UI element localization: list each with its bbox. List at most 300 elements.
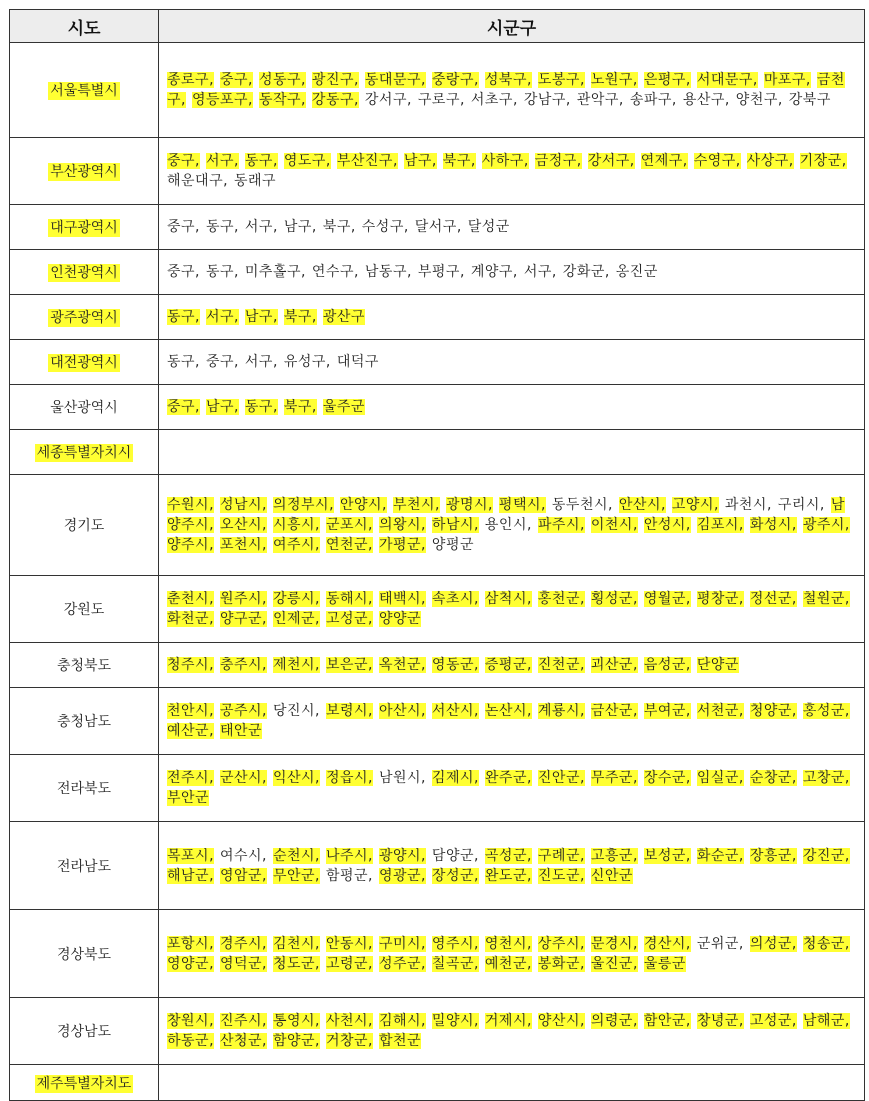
- sigungu-item: 삼척시,: [484, 591, 532, 607]
- table-row: [10, 643, 865, 688]
- sigungu-item: 안동시,: [325, 935, 373, 952]
- sigungu-item: 군산시,: [219, 770, 268, 786]
- sigungu-item: 평택시,: [498, 497, 546, 513]
- sigungu-item: 중구,: [167, 219, 200, 235]
- sigungu-item: 중랑구,: [431, 72, 479, 88]
- sigungu-item: 문경시,: [590, 935, 638, 952]
- sido-name: 부산광역시: [50, 164, 118, 180]
- sigungu-item: 논산시,: [484, 703, 532, 719]
- sigungu-item: 구로구,: [417, 92, 465, 108]
- sigungu-item: 유성구,: [283, 354, 331, 370]
- sigungu-item: 옹진군: [615, 264, 658, 280]
- sigungu-item: 군위군,: [696, 935, 744, 952]
- sigungu-item: 공주시,: [219, 703, 268, 719]
- sigungu-item: 중구,: [167, 153, 200, 169]
- sido-cell: [10, 910, 159, 998]
- sigungu-item: 음성군,: [643, 657, 691, 673]
- sigungu-item: 북구,: [442, 153, 476, 169]
- sigungu-item: 순창군,: [749, 770, 797, 786]
- table-row: [10, 43, 865, 138]
- table-row: [10, 205, 865, 250]
- sigungu-item: 과천시,: [724, 497, 772, 513]
- sigungu-item: 춘천시,: [167, 591, 215, 607]
- sigungu-item: 화순군,: [696, 847, 744, 864]
- sigungu-item: 금산군,: [590, 703, 638, 719]
- sigungu-item: 수영구,: [693, 153, 741, 169]
- table-row: [10, 998, 865, 1065]
- sigungu-item: 합천군: [378, 1033, 422, 1049]
- sigungu-item: 진주시,: [219, 1013, 268, 1029]
- sigungu-item: 청도군,: [272, 955, 320, 972]
- table-row: [10, 430, 865, 475]
- sigungu-item: 양양군: [378, 611, 422, 627]
- sigungu-item: 홍성군,: [802, 703, 850, 719]
- table-row: [10, 250, 865, 295]
- sigungu-item: 울릉군: [643, 955, 686, 972]
- sigungu-item: 부산진구,: [336, 153, 398, 169]
- sigungu-item: 태백시,: [378, 591, 426, 607]
- sigungu-item: 기장군,: [799, 153, 847, 169]
- sido-cell: [10, 138, 159, 205]
- sigungu-item: 금천구,: [167, 72, 845, 108]
- sigungu-item: 영동군,: [431, 657, 479, 673]
- sigungu-item: 의령군,: [590, 1013, 638, 1029]
- sido-cell: [10, 755, 159, 822]
- sigungu-item: 동래구: [234, 173, 277, 189]
- sigungu-item: 나주시,: [325, 847, 373, 864]
- sigungu-item: 안산시,: [618, 497, 666, 513]
- sigungu-item: 여주시,: [272, 537, 320, 553]
- sido-name: 울산광역시: [50, 400, 118, 416]
- sigungu-item: 동작구,: [258, 92, 306, 108]
- sigungu-item: 동대문구,: [364, 72, 426, 88]
- sido-name: 경기도: [63, 518, 105, 534]
- table-row: [10, 138, 865, 205]
- sigungu-item: 해남군,: [167, 867, 215, 884]
- sigungu-item: 고창군,: [802, 770, 850, 786]
- sigungu-item: 임실군,: [696, 770, 744, 786]
- sigungu-item: 중구,: [167, 264, 200, 280]
- sigungu-item: 고성군,: [325, 611, 373, 627]
- sigungu-item: 의정부시,: [272, 497, 335, 513]
- sido-name: 서울특별시: [50, 83, 118, 99]
- sigungu-item: 부여군,: [643, 703, 691, 719]
- sigungu-item: 군포시,: [325, 517, 373, 533]
- sigungu-item: 사상구,: [746, 153, 794, 169]
- sigungu-item: 미추홀구,: [244, 264, 306, 280]
- sigungu-item: 영도구,: [283, 153, 331, 169]
- sigungu-item: 강동구,: [311, 92, 359, 108]
- sigungu-item: 김제시,: [431, 770, 479, 786]
- sigungu-item: 강남구,: [523, 92, 571, 108]
- sigungu-item: 남동구,: [364, 264, 412, 280]
- sido-cell: [10, 998, 159, 1065]
- sigungu-item: 양구군,: [219, 611, 268, 627]
- sigungu-item: 광명시,: [445, 497, 493, 513]
- sigungu-item: 강서구,: [364, 92, 412, 108]
- sigungu-item: 금정구,: [534, 153, 582, 169]
- sigungu-item: 부천시,: [392, 497, 440, 513]
- table-row: [10, 755, 865, 822]
- sigungu-item: 서구,: [205, 153, 239, 169]
- sigungu-item: 하남시,: [431, 517, 479, 533]
- sigungu-item: 남구,: [205, 399, 239, 415]
- sido-cell: [10, 475, 159, 576]
- sigungu-item: 양천구,: [735, 92, 783, 108]
- sigungu-item: 북구,: [283, 309, 317, 325]
- sido-name: 대구광역시: [50, 220, 118, 236]
- sigungu-item: 용산구,: [682, 92, 730, 108]
- sigungu-item: 김포시,: [696, 517, 744, 533]
- sigungu-item: 화성시,: [749, 517, 797, 533]
- sigungu-item: 남원시,: [378, 770, 426, 786]
- sigungu-item: 완주군,: [484, 770, 532, 786]
- sigungu-item: 청송군,: [802, 935, 850, 952]
- sigungu-cell: [159, 1065, 865, 1101]
- sido-name: 전라남도: [56, 858, 112, 875]
- sigungu-item: 연수구,: [311, 264, 359, 280]
- sigungu-cell: [159, 688, 865, 755]
- sigungu-item: 양주시,: [167, 537, 215, 553]
- sido-cell: [10, 643, 159, 688]
- sigungu-item: 영광군,: [378, 867, 426, 884]
- sigungu-item: 순천시,: [272, 847, 320, 864]
- sigungu-item: 보은군,: [325, 657, 373, 673]
- sigungu-cell: [159, 910, 865, 998]
- sido-name: 대전광역시: [50, 355, 118, 371]
- sigungu-item: 영양군,: [167, 955, 215, 972]
- sigungu-item: 산청군,: [219, 1033, 268, 1049]
- sigungu-item: 가평군,: [378, 537, 426, 553]
- sigungu-item: 청양군,: [749, 703, 797, 719]
- table-row: [10, 688, 865, 755]
- sigungu-item: 증평군,: [484, 657, 532, 673]
- sido-cell: [10, 295, 159, 340]
- sigungu-item: 서천군,: [696, 703, 744, 719]
- sigungu-item: 거제시,: [484, 1013, 532, 1029]
- sigungu-cell: [159, 138, 865, 205]
- sido-name: 경상남도: [56, 1024, 112, 1040]
- sigungu-item: 옥천군,: [378, 657, 426, 673]
- sigungu-item: 서산시,: [431, 703, 479, 719]
- sigungu-item: 연천군,: [325, 537, 373, 553]
- sigungu-item: 성남시,: [219, 497, 268, 513]
- sigungu-item: 강진군,: [802, 847, 850, 864]
- sigungu-item: 담양군,: [431, 847, 479, 864]
- sigungu-item: 계양구,: [470, 264, 518, 280]
- header-sigungu: 시군구: [159, 10, 865, 43]
- sido-name: 충청남도: [56, 714, 112, 730]
- sigungu-item: 중구,: [205, 354, 239, 370]
- table-row: [10, 475, 865, 576]
- sigungu-item: 고흥군,: [590, 847, 638, 864]
- sigungu-item: 남구,: [283, 219, 317, 235]
- sigungu-item: 전주시,: [167, 770, 215, 786]
- sigungu-item: 영주시,: [431, 935, 479, 952]
- sigungu-cell: [159, 998, 865, 1065]
- sigungu-item: 무주군,: [590, 770, 638, 786]
- sido-name: 강원도: [63, 602, 105, 618]
- sigungu-item: 영월군,: [643, 591, 691, 607]
- sigungu-item: 남구,: [403, 153, 437, 169]
- sigungu-cell: [159, 475, 865, 576]
- sigungu-cell: [159, 340, 865, 385]
- sigungu-item: 동두천시,: [551, 497, 613, 513]
- sigungu-item: 하동군,: [167, 1033, 215, 1049]
- sigungu-item: 포항시,: [167, 935, 215, 952]
- region-table-container: [9, 9, 865, 1101]
- sigungu-item: 양평군: [431, 537, 474, 553]
- sigungu-item: 익산시,: [272, 770, 320, 786]
- sigungu-item: 고양시,: [671, 497, 719, 513]
- sigungu-item: 계룡시,: [537, 703, 585, 719]
- sigungu-item: 남구,: [244, 309, 278, 325]
- sido-name: 인천광역시: [50, 265, 118, 281]
- sigungu-item: 북구,: [322, 219, 356, 235]
- sigungu-item: 도봉구,: [537, 72, 585, 88]
- sigungu-item: 통영시,: [272, 1013, 320, 1029]
- header-sido: 시도: [10, 10, 159, 43]
- sigungu-item: 수성구,: [361, 219, 409, 235]
- sigungu-item: 장흥군,: [749, 847, 797, 864]
- sigungu-item: 의성군,: [749, 935, 797, 952]
- sigungu-item: 상주시,: [537, 935, 585, 952]
- sigungu-item: 아산시,: [378, 703, 426, 719]
- sigungu-item: 달성군: [467, 219, 510, 235]
- sigungu-item: 광진구,: [311, 72, 359, 88]
- sigungu-item: 동구,: [205, 264, 239, 280]
- sigungu-item: 김천시,: [272, 935, 320, 952]
- sigungu-item: 정선군,: [749, 591, 797, 607]
- sigungu-item: 울주군: [322, 399, 365, 415]
- sigungu-item: 연제구,: [640, 153, 688, 169]
- sigungu-item: 종로구,: [167, 72, 215, 88]
- sigungu-item: 화천군,: [167, 611, 215, 627]
- sigungu-item: 장성군,: [431, 867, 479, 884]
- sigungu-item: 의왕시,: [378, 517, 426, 533]
- sigungu-cell: [159, 755, 865, 822]
- sigungu-item: 성동구,: [258, 72, 306, 88]
- table-row: [10, 295, 865, 340]
- sigungu-item: 신안군: [590, 867, 633, 884]
- sigungu-item: 영암군,: [219, 867, 268, 884]
- table-row: [10, 385, 865, 430]
- sigungu-item: 북구,: [283, 399, 317, 415]
- sigungu-item: 은평구,: [643, 72, 691, 88]
- sigungu-item: 중구,: [219, 72, 253, 88]
- sigungu-item: 파주시,: [537, 517, 585, 533]
- sigungu-cell: [159, 205, 865, 250]
- sigungu-item: 성북구,: [484, 72, 532, 88]
- sigungu-item: 여수시,: [219, 847, 268, 864]
- sigungu-item: 횡성군,: [590, 591, 638, 607]
- sigungu-item: 정읍시,: [325, 770, 373, 786]
- table-row: [10, 576, 865, 643]
- sigungu-item: 안성시,: [643, 517, 691, 533]
- sigungu-item: 동구,: [205, 219, 239, 235]
- sigungu-item: 강릉시,: [272, 591, 320, 607]
- sigungu-item: 사하구,: [481, 153, 529, 169]
- sigungu-item: 함평군,: [325, 867, 373, 884]
- sigungu-cell: [159, 385, 865, 430]
- sigungu-item: 서구,: [244, 354, 278, 370]
- sido-cell: [10, 340, 159, 385]
- sigungu-item: 평창군,: [696, 591, 744, 607]
- sigungu-item: 영덕군,: [219, 955, 268, 972]
- sigungu-cell: [159, 576, 865, 643]
- sigungu-item: 강화군,: [562, 264, 610, 280]
- sigungu-item: 동해시,: [325, 591, 373, 607]
- sigungu-item: 구례군,: [537, 847, 585, 864]
- sigungu-item: 동구,: [244, 399, 278, 415]
- sigungu-item: 무안군,: [272, 867, 320, 884]
- sigungu-item: 서초구,: [470, 92, 518, 108]
- sigungu-item: 대덕구: [336, 354, 379, 370]
- sigungu-item: 강서구,: [587, 153, 635, 169]
- sigungu-item: 경산시,: [643, 935, 691, 952]
- sido-cell: [10, 205, 159, 250]
- sido-cell: [10, 576, 159, 643]
- sigungu-item: 진도군,: [537, 867, 585, 884]
- sido-name: 광주광역시: [50, 310, 118, 326]
- sigungu-item: 예천군,: [484, 955, 532, 972]
- sigungu-item: 목포시,: [167, 847, 215, 864]
- sido-cell: [10, 688, 159, 755]
- sigungu-item: 서구,: [205, 309, 239, 325]
- sigungu-cell: [159, 43, 865, 138]
- sigungu-cell: [159, 822, 865, 910]
- sigungu-item: 홍천군,: [537, 591, 585, 607]
- sigungu-item: 원주시,: [219, 591, 268, 607]
- sido-cell: [10, 430, 159, 475]
- table-body: [10, 43, 865, 1101]
- sigungu-item: 태안군: [219, 723, 263, 739]
- sigungu-item: 노원구,: [590, 72, 638, 88]
- table-row: [10, 1065, 865, 1101]
- sigungu-item: 용인시,: [484, 517, 532, 533]
- sido-name: 세종특별자치시: [36, 445, 132, 461]
- sigungu-item: 해운대구,: [167, 173, 229, 189]
- sigungu-item: 괴산군,: [590, 657, 638, 673]
- sigungu-item: 고령군,: [325, 955, 373, 972]
- sigungu-item: 오산시,: [219, 517, 268, 533]
- sigungu-item: 달서구,: [414, 219, 462, 235]
- sigungu-item: 함안군,: [643, 1013, 691, 1029]
- sido-cell: [10, 1065, 159, 1101]
- sigungu-cell: [159, 430, 865, 475]
- sigungu-item: 동구,: [167, 354, 200, 370]
- sigungu-item: 단양군: [696, 657, 739, 673]
- sigungu-item: 거창군,: [325, 1033, 373, 1049]
- table-header-row: [10, 10, 865, 43]
- sigungu-item: 서구,: [244, 219, 278, 235]
- sigungu-item: 광주시,: [802, 517, 850, 533]
- sigungu-item: 서대문구,: [696, 72, 758, 88]
- sigungu-item: 청주시,: [167, 657, 215, 673]
- sigungu-item: 마포구,: [763, 72, 811, 88]
- sigungu-item: 남양주시,: [167, 497, 845, 533]
- sigungu-item: 서구,: [523, 264, 557, 280]
- sido-cell: [10, 250, 159, 295]
- sido-name: 전라북도: [56, 781, 112, 797]
- sido-name: 경상북도: [56, 946, 112, 963]
- table-row: [10, 822, 865, 910]
- sigungu-item: 시흥시,: [272, 517, 320, 533]
- sigungu-item: 철원군,: [802, 591, 850, 607]
- sigungu-item: 구리시,: [777, 497, 825, 513]
- sigungu-item: 당진시,: [272, 703, 320, 719]
- sigungu-item: 곡성군,: [484, 847, 532, 864]
- sigungu-item: 인제군,: [272, 611, 320, 627]
- sigungu-item: 밀양시,: [431, 1013, 479, 1029]
- sigungu-item: 진안군,: [537, 770, 585, 786]
- sigungu-item: 남해군,: [802, 1013, 850, 1029]
- sido-cell: [10, 822, 159, 910]
- sido-cell: [10, 385, 159, 430]
- sido-name: 제주특별자치도: [36, 1075, 132, 1092]
- sigungu-item: 수원시,: [167, 497, 215, 513]
- sigungu-item: 동구,: [244, 153, 278, 169]
- sigungu-item: 보령시,: [325, 703, 373, 719]
- sigungu-item: 완도군,: [484, 867, 532, 884]
- sigungu-item: 보성군,: [643, 847, 691, 864]
- sigungu-item: 구미시,: [378, 935, 426, 952]
- sido-cell: [10, 43, 159, 138]
- sigungu-cell: [159, 250, 865, 295]
- sigungu-item: 진천군,: [537, 657, 585, 673]
- sigungu-item: 부안군: [167, 790, 210, 806]
- sigungu-item: 사천시,: [325, 1013, 373, 1029]
- sigungu-item: 제천시,: [272, 657, 320, 673]
- sigungu-item: 창원시,: [167, 1013, 215, 1029]
- sigungu-item: 김해시,: [378, 1013, 426, 1029]
- sigungu-item: 경주시,: [219, 935, 268, 952]
- sigungu-item: 장수군,: [643, 770, 691, 786]
- sigungu-item: 양산시,: [537, 1013, 585, 1029]
- sigungu-item: 울진군,: [590, 955, 638, 972]
- sigungu-item: 봉화군,: [537, 955, 585, 972]
- sigungu-item: 천안시,: [167, 703, 215, 719]
- sigungu-item: 광산구: [322, 309, 365, 325]
- sigungu-item: 영등포구,: [191, 92, 253, 108]
- sigungu-item: 이천시,: [590, 517, 638, 533]
- sigungu-item: 포천시,: [219, 537, 268, 553]
- sigungu-item: 창녕군,: [696, 1013, 744, 1029]
- table-row: [10, 910, 865, 998]
- table-row: [10, 340, 865, 385]
- sigungu-item: 송파구,: [629, 92, 677, 108]
- sido-name: 충청북도: [56, 658, 112, 674]
- sigungu-item: 속초시,: [431, 591, 479, 607]
- sigungu-item: 충주시,: [219, 657, 268, 673]
- region-table: [9, 9, 865, 1101]
- sigungu-item: 영천시,: [484, 935, 532, 952]
- sigungu-item: 안양시,: [339, 497, 387, 513]
- sigungu-item: 관악구,: [576, 92, 624, 108]
- sigungu-item: 부평구,: [417, 264, 465, 280]
- sigungu-cell: [159, 643, 865, 688]
- sigungu-item: 광양시,: [378, 847, 426, 864]
- sigungu-item: 강북구: [788, 92, 831, 108]
- sigungu-item: 함양군,: [272, 1033, 320, 1049]
- sigungu-item: 고성군,: [749, 1013, 797, 1029]
- sigungu-item: 동구,: [167, 309, 200, 325]
- sigungu-item: 성주군,: [378, 955, 426, 972]
- sigungu-item: 중구,: [167, 399, 200, 415]
- sigungu-cell: [159, 295, 865, 340]
- sigungu-item: 칠곡군,: [431, 955, 479, 972]
- sigungu-item: 예산군,: [167, 723, 215, 739]
